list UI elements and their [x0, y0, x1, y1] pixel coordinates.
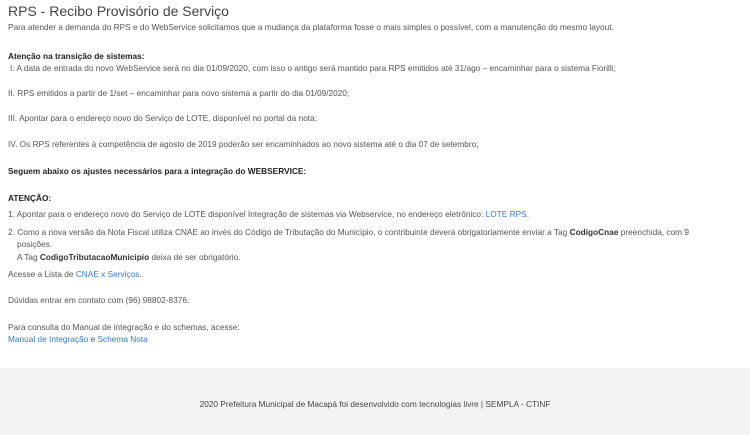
contact-text: Dúvidas entrar em contato com (96) 98802-8376. [8, 295, 190, 305]
page-subtitle: Para atender a demanda do RPS e do WebService solicitamos que a mudança da plataforma fosse o mais simples o possível, com a manutenção do mesmo layout. [8, 22, 614, 32]
transition-item-3: III. Apontar para o endereço novo do Serviço de LOTE, disponível no portal da nota; [8, 113, 318, 123]
manual-links-sep: e [88, 334, 98, 344]
manual-text: Para consulta do Manual de integração e do schemas, acesse: [8, 322, 240, 332]
transition-item-1: I. A data de entrada do novo WebService será no dia 01/09/2020, com isso o antigo será mantido para RPS emitidos até 31/ago – encaminhar para o sistema Fiorilli; [10, 63, 616, 73]
attention-item-2 [8, 227, 689, 237]
transition-item-2: II. RPS emitidos a partir de 1/set – encaminhar para novo sistema a partir do dia 01/09/2020; [8, 88, 350, 98]
attention-item-2-line2: posições. [17, 239, 53, 249]
attention-item-2-line3-pre: A Tag [17, 252, 40, 262]
schema-nota-link[interactable]: Schema Nota [97, 334, 148, 344]
attention-item-2-post: preenchida, com 9 [618, 227, 690, 237]
cnae-servicos-link[interactable]: CNAE x Serviços [75, 269, 140, 279]
cnae-line [8, 269, 142, 279]
cnae-prefix: Acesse a Lista de [8, 269, 76, 279]
attention-item-2-pre: 2. Como a nova versão da Nota Fiscal utiliza CNAE ao invés do Código de Tributação do Município, o contribuinte deverá obrigatoriamente enviar a Tag [8, 227, 570, 237]
adjustments-heading: Seguem abaixo os ajustes necessários para a integração do WEBSERVICE: [8, 166, 307, 176]
attention-item-1-end: . [526, 209, 530, 219]
attention-heading: ATENÇÃO: [8, 193, 52, 203]
manual-links [8, 334, 148, 344]
cnae-suffix: . [139, 269, 142, 279]
page-title: RPS - Recibo Provisório de Serviço [8, 3, 229, 19]
footer-text: 2020 Prefeitura Municipal de Macapá foi desenvolvido com tecnologias livre | SEMPLA - CTINF [199, 399, 551, 409]
transition-item-4: IV. Os RPS referentes à competência de agosto de 2019 poderão ser encaminhados ao novo sistema até o dia 07 de setembro; [8, 139, 479, 149]
footer [0, 368, 750, 435]
lote-rps-link[interactable]: LOTE RPS [485, 209, 527, 219]
manual-integracao-link[interactable]: Manual de Integração [8, 334, 89, 344]
attention-item-2-line3-post: deixa de ser obrigatório. [149, 252, 241, 262]
attention-item-2-line3 [17, 252, 241, 262]
attention-item-1 [8, 209, 529, 219]
attention-item-1-text: 1. Apontar para o endereço novo do Serviço de LOTE disponível Integração de sistemas via Webservice, no endereço eletrônico: [8, 209, 486, 219]
tag-codigo-cnae: CodigoCnae [569, 227, 619, 237]
transition-heading: Atenção na transição de sistemas: [8, 51, 145, 61]
tag-codigo-tributacao: CodigoTributacaoMunicipio [39, 252, 150, 262]
